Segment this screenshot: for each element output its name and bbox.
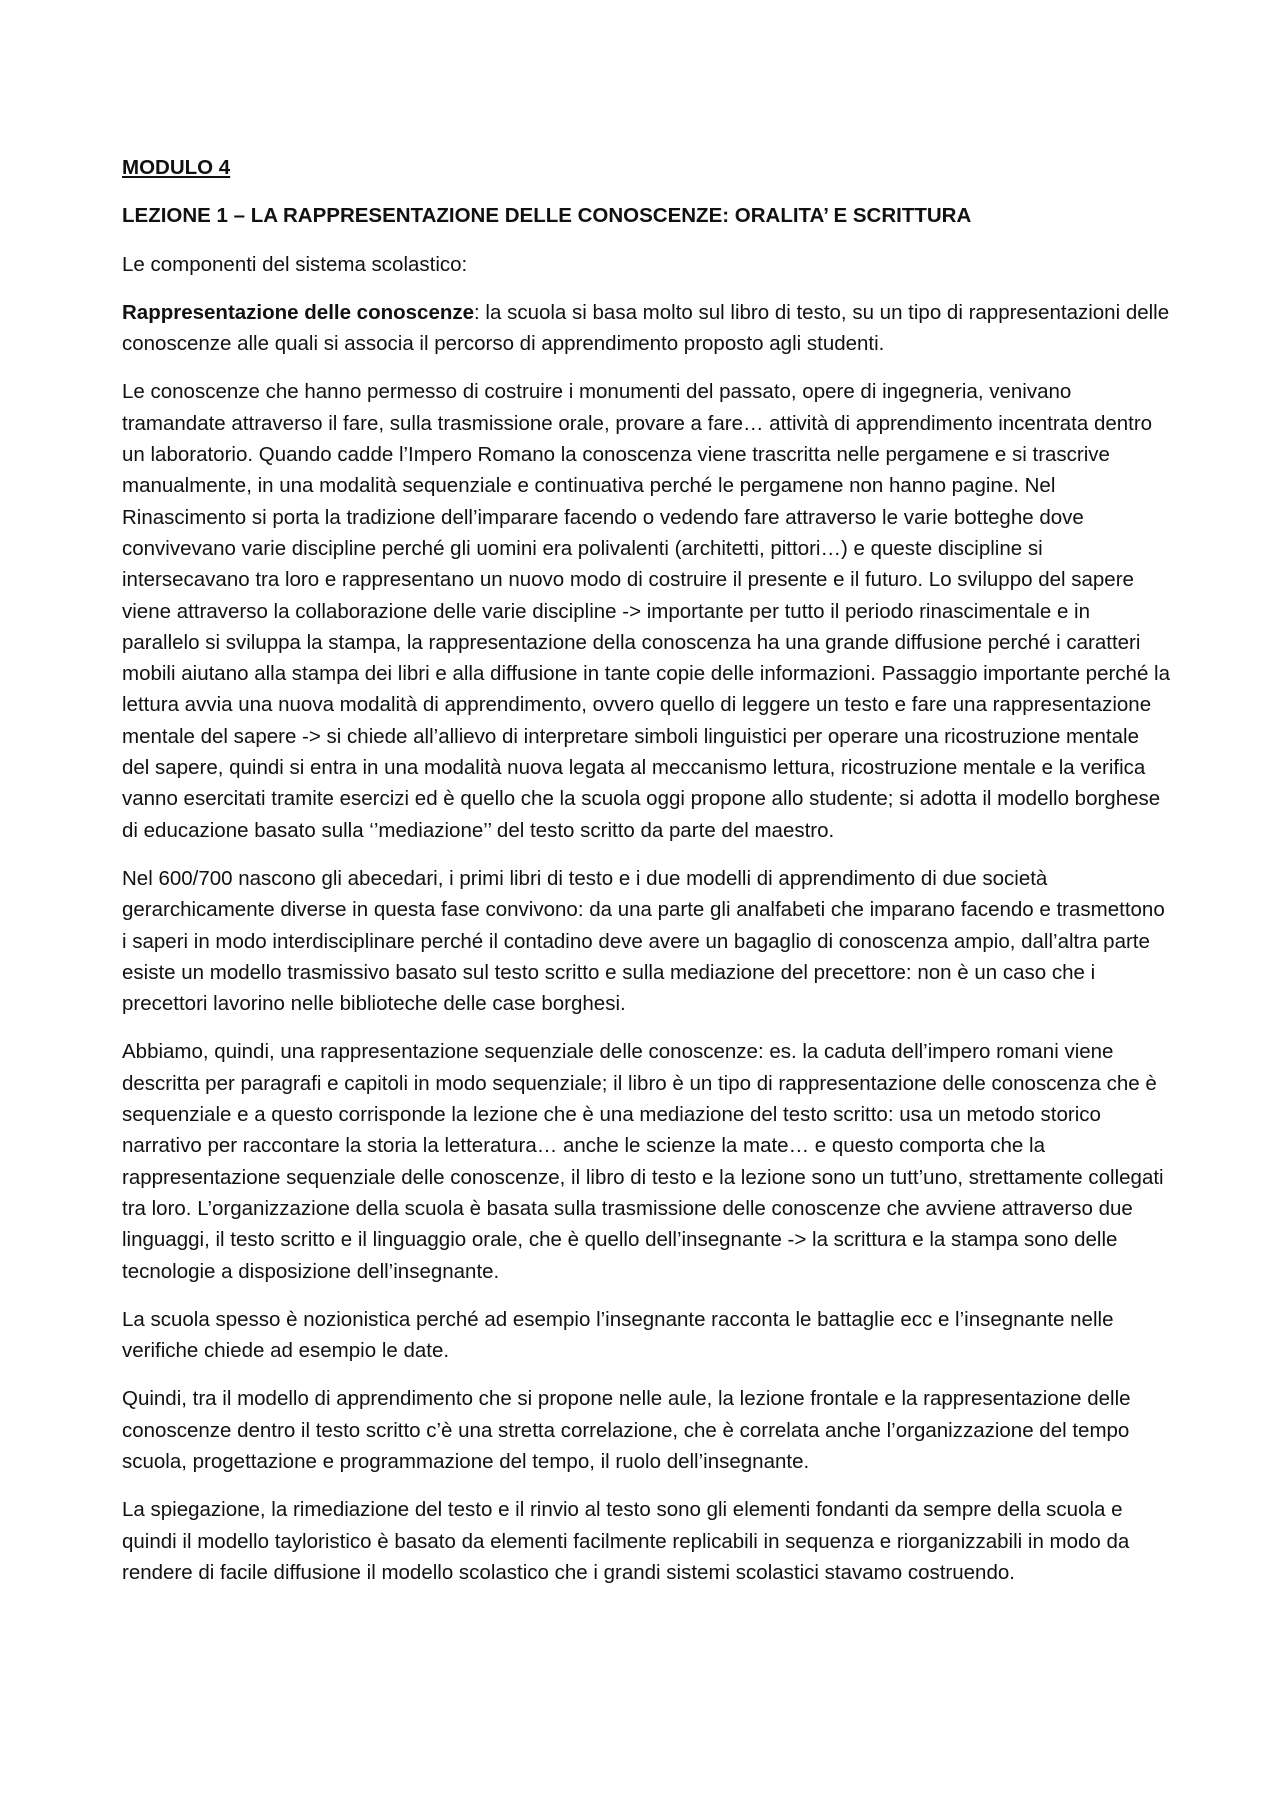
module-title: MODULO 4: [122, 156, 231, 179]
body-paragraph-6: La spiegazione, la rimediazione del testo e il rinvio al testo sono gli elementi fondanti da sempre della scuola e quindi il modello tayloristico è basato da elementi facilmente replicabili in sequenza e riorganizzabili in modo da rendere di facile diffusione il modello scolastico che i grandi sistemi scolastici stavamo costruendo.: [122, 1498, 1130, 1584]
body-paragraph-3: Abbiamo, quindi, una rappresentazione sequenziale delle conoscenze: es. la caduta dell’impero romani viene descritta per paragrafi e capitoli in modo sequenziale; il libro è un tipo di rappresentazione delle conoscenza che è sequenziale e a questo corrisponde la lezione che è una mediazione del testo scritto: usa un metodo storico narrativo per raccontare la storia la letteratura… anche le scienze la mate… e questo comporta che la rappresentazione sequenziale delle conoscenze, il libro di testo e la lezione sono un tutt’uno, strettamente collegati tra loro. L’organizzazione della scuola è basata sulla trasmissione delle conoscenze che avviene attraverso due linguaggi, il testo scritto e il linguaggio orale, che è quello dell’insegnante -> la scrittura e la stampa sono delle tecnologie a disposizione dell’insegnante.: [122, 1040, 1164, 1283]
body-paragraph-4: La scuola spesso è nozionistica perché ad esempio l’insegnante racconta le battaglie ecc e l’insegnante nelle verifiche chiede ad esempio le date.: [122, 1307, 1114, 1363]
definition-term: Rappresentazione delle conoscenze: [122, 300, 475, 324]
body-paragraph-2: Nel 600/700 nascono gli abecedari, i primi libri di testo e i due modelli di apprendimento di due società gerarchicamente diverse in questa fase convivono: da una parte gli analfabeti che imparano facendo e trasmettono i saperi in modo interdisciplinare perché il contadino deve avere un bagaglio di conoscenza ampio, dall’altra parte esiste un modello trasmissivo basato sul testo scritto e sulla mediazione del precettore: non è un caso che i precettori lavorino nelle biblioteche delle case borghesi.: [122, 866, 1165, 1016]
lesson-title: LEZIONE 1 – LA RAPPRESENTAZIONE DELLE CONOSCENZE: ORALITA’ E SCRITTURA: [122, 204, 972, 228]
document-body: [122, 152, 1172, 1605]
definition-paragraph: [122, 297, 1172, 360]
body-paragraph-5: Quindi, tra il modello di apprendimento che si propone nelle aule, la lezione frontale e la rappresentazione delle conoscenze dentro il testo scritto c’è una stretta correlazione, che è correlata anche l’organizzazione del tempo scuola, progettazione e programmazione del tempo, il ruolo dell’insegnante.: [122, 1387, 1131, 1473]
body-paragraph-1: Le conoscenze che hanno permesso di costruire i monumenti del passato, opere di ingegneria, venivano tramandate attraverso il fare, sulla trasmissione orale, provare a fare… attività di apprendimento incentrata dentro un laboratorio. Quando cadde l’Impero Romano la conoscenza viene trascritta nelle pergamene e si trascrive manualmente, in una modalità sequenziale e continuativa perché le pergamene non hanno pagine. Nel Rinascimento si porta la tradizione dell’imparare facendo o vedendo fare attraverso le varie botteghe dove convivevano varie discipline perché gli uomini era polivalenti (architetti, pittori…) e queste discipline si intersecavano tra loro e rappresentano un nuovo modo di costruire il presente e il futuro. Lo sviluppo del sapere viene attraverso la collaborazione delle varie discipline -> importante per tutto il periodo rinascimentale e in parallelo si sviluppa la stampa, la rappresentazione della conoscenza ha una grande diffusione perché i caratteri mobili aiutano alla stampa dei libri e alla diffusione in tante copie delle informazioni. Passaggio importante perché la lettura avvia una nuova modalità di apprendimento, ovvero quello di leggere un testo e fare una rappresentazione mentale del sapere -> si chiede all’allievo di interpretare simboli linguistici per operare una ricostruzione mentale del sapere, quindi si entra in una modalità nuova legata al meccanismo lettura, ricostruzione mentale e la verifica vanno esercitati tramite esercizi ed è quello che la scuola oggi propone allo studente; si adotta il modello borghese di educazione basato sulla ‘’mediazione’’ del testo scritto da parte del maestro.: [122, 380, 1171, 842]
intro-paragraph: Le componenti del sistema scolastico:: [122, 252, 468, 276]
definition-text: : la scuola si basa molto sul libro di testo, su un tipo di rappresentazioni delle conoscenze alle quali si associa il percorso di apprendimento proposto agli studenti.: [122, 300, 1170, 356]
